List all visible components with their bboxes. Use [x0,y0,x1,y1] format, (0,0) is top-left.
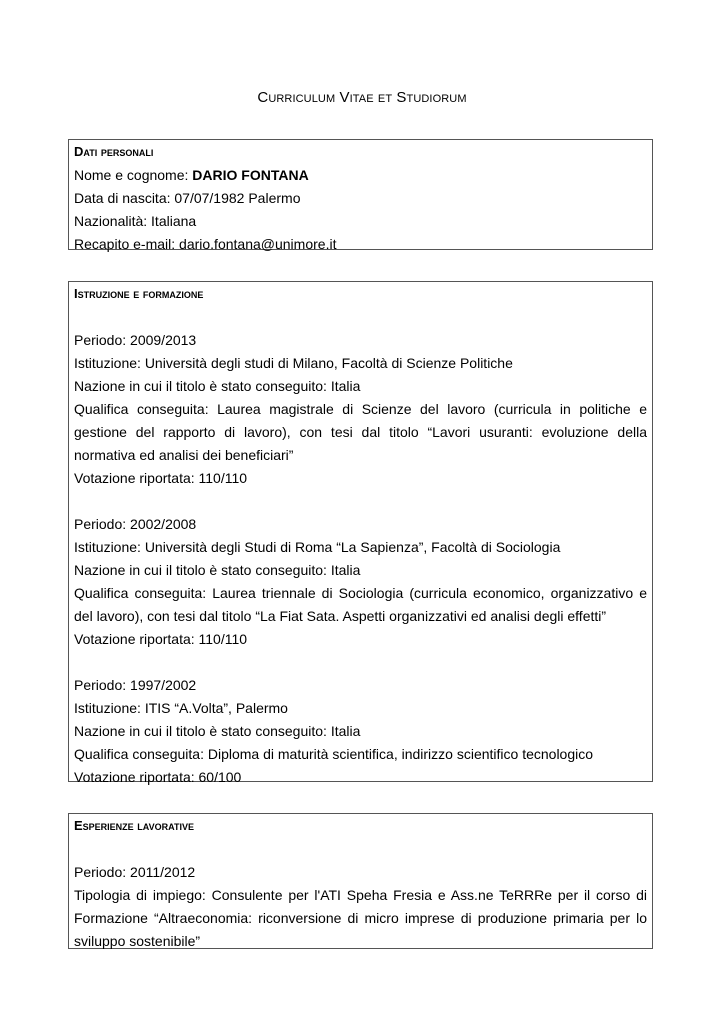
institution: Istituzione: Università degli studi di Milano, Facoltà di Scienze Politiche [74,355,513,371]
nation: Nazione in cui il titolo è stato conseguito: Italia [74,378,361,394]
email-line: Recapito e-mail: dario.fontana@unimore.it [74,236,337,252]
period: Periodo: 2009/2013 [74,332,197,348]
page-title: Curriculum Vitae et Studiorum [257,89,467,106]
name-line [74,164,647,187]
section-heading: Istruzione e formazione [74,286,204,301]
nation: Nazione in cui il titolo è stato conseguito: Italia [74,723,361,739]
grade: Votazione riportata: 110/110 [74,631,248,647]
education-entry [74,513,647,651]
personal-data-section [68,139,653,250]
period: Periodo: 2011/2012 [74,864,196,880]
section-heading: Dati personali [74,144,154,159]
education-entry [74,674,647,789]
institution: Istituzione: ITIS “A.Volta”, Palermo [74,700,288,716]
education-section [68,281,653,785]
name-value: DARIO FONTANA [192,167,309,183]
grade: Votazione riportata: 110/110 [74,470,248,486]
section-heading: Esperienze lavorative [74,818,194,833]
work-entry [74,861,647,953]
period: Periodo: 2002/2008 [74,516,197,532]
birth-line: Data di nascita: 07/07/1982 Palermo [74,190,301,206]
role: Tipologia di impiego: Consulente per l'ATI Speha Fresia e Ass.ne TeRRRe per il corso di Formazione “Altraeconomia: riconversione di micro imprese di produzione primaria per lo sviluppo sostenibile” [74,887,647,949]
period: Periodo: 1997/2002 [74,677,197,693]
work-experience-section [68,813,653,949]
qualification: Qualifica conseguita: Laurea triennale di Sociologia (curricula economico, organizzativo e del lavoro), con tesi dal titolo “La Fiat Sata. Aspetti organizzativi ed analisi degli effetti” [74,585,647,624]
nationality-line: Nazionalità: Italiana [74,213,197,229]
institution: Istituzione: Università degli Studi di Roma “La Sapienza”, Facoltà di Sociologia [74,539,561,555]
nation: Nazione in cui il titolo è stato conseguito: Italia [74,562,361,578]
qualification: Qualifica conseguita: Laurea magistrale di Scienze del lavoro (curricula in politiche e gestione del rapporto di lavoro), con tesi dal titolo “Lavori usuranti: evoluzione della normativa ed analisi dei beneficiari” [74,401,647,463]
name-label: Nome e cognome: [74,167,193,183]
grade: Votazione riportata: 60/100 [74,769,242,785]
qualification: Qualifica conseguita: Diploma di maturità scientifica, indirizzo scientifico tecnologico [74,746,594,762]
education-entry [74,329,647,490]
